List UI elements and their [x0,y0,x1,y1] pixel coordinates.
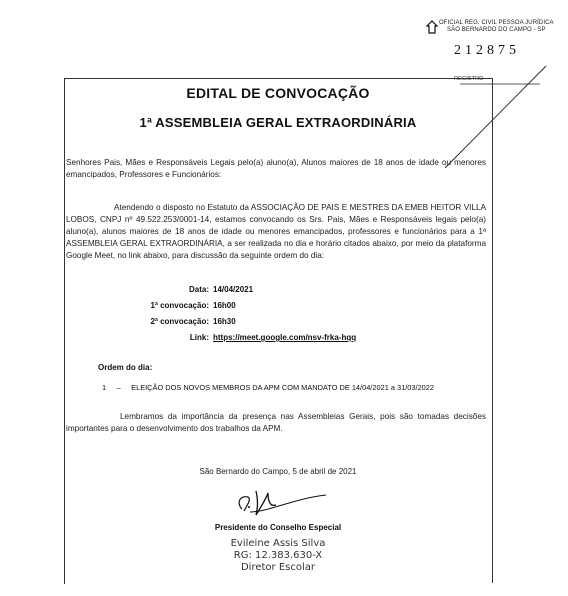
registry-number: 212875 [454,43,520,58]
agenda-title: Ordem do dia: [98,363,153,372]
detail-value: 16h30 [213,317,236,326]
registry-stamp [426,18,556,58]
stamp-office-line2: SÃO BERNARDO DO CAMPO - SP [447,27,546,33]
detail-row-second-call [120,317,480,333]
stamp-office-line1: OFICIAL REG. CIVIL PESSOA JURÍDICA [439,20,554,26]
detail-value: 14/04/2021 [213,285,254,294]
detail-row-date [120,285,480,301]
agenda-item [102,377,482,395]
detail-row-first-call [120,301,480,317]
document-title: EDITAL DE CONVOCAÇÃO [186,85,370,101]
handwritten-signature [232,485,332,519]
agenda-item-dash: – [116,383,121,392]
document-frame-right [492,78,493,583]
detail-value: 16h00 [213,301,236,310]
detail-row-link [120,333,480,349]
agenda-item-text: ELEIÇÃO DOS NOVOS MEMBROS DA APM COM MANDATO DE 14/04/2021 a 31/03/2022 [131,383,435,392]
signer-rg: RG: 12.383.630-X [233,550,323,561]
detail-label: 2ª convocação: [150,317,209,326]
meeting-details [120,285,480,349]
body-paragraph: Atendendo o disposto no Estatuto da ASSOCIAÇÃO DE PAIS E MESTRES DA EMEB HEITOR VILLA LOBOS, CNPJ nº 49.522.253/0001-14, estamos convocando os Srs. Pais, Mães e Responsáveis legais pelo(a) aluno(a), alunos maiores de 18 anos de idade ou menores emancipados, professores e funcionários para a 1ª ASSEMBLEIA GERAL EXTRAORDINÁRIA, a ser realizada no dia e horário citados abaixo, por meio da plataforma Google Meet, no link abaixo, para discussão da seguinte ordem do dia: [66,203,486,260]
reminder-paragraph: Lembramos da importância da presença nas Assembleias Gerais, pois são tomadas decisões importantes para o desenvolvimento dos trabalhos da APM. [66,412,486,433]
document-subtitle: 1ª ASSEMBLEIA GERAL EXTRAORDINÁRIA [139,115,417,130]
emblem-icon [426,20,438,34]
signer-title: Presidente do Conselho Especial [214,523,342,532]
signer-name: Evileine Assis Silva [230,538,326,549]
agenda-item-number: 1 [102,383,107,392]
detail-label: 1ª convocação: [150,301,209,310]
detail-label: Data: [188,285,209,294]
meeting-link[interactable]: https://meet.google.com/nsv-frka-hqq [213,333,357,342]
place-date: São Bernardo do Campo, 5 de abril de 2021 [199,467,357,476]
signer-role: Diretor Escolar [240,562,315,573]
greeting-paragraph: Senhores Pais, Mães e Responsáveis Legais pelo(a) aluno(a), Alunos maiores de 18 anos de idade ou menores emancipados, Professores e Funcionários: [66,158,486,179]
detail-label: Link: [189,333,209,342]
registry-label: REGISTRO [454,76,484,82]
